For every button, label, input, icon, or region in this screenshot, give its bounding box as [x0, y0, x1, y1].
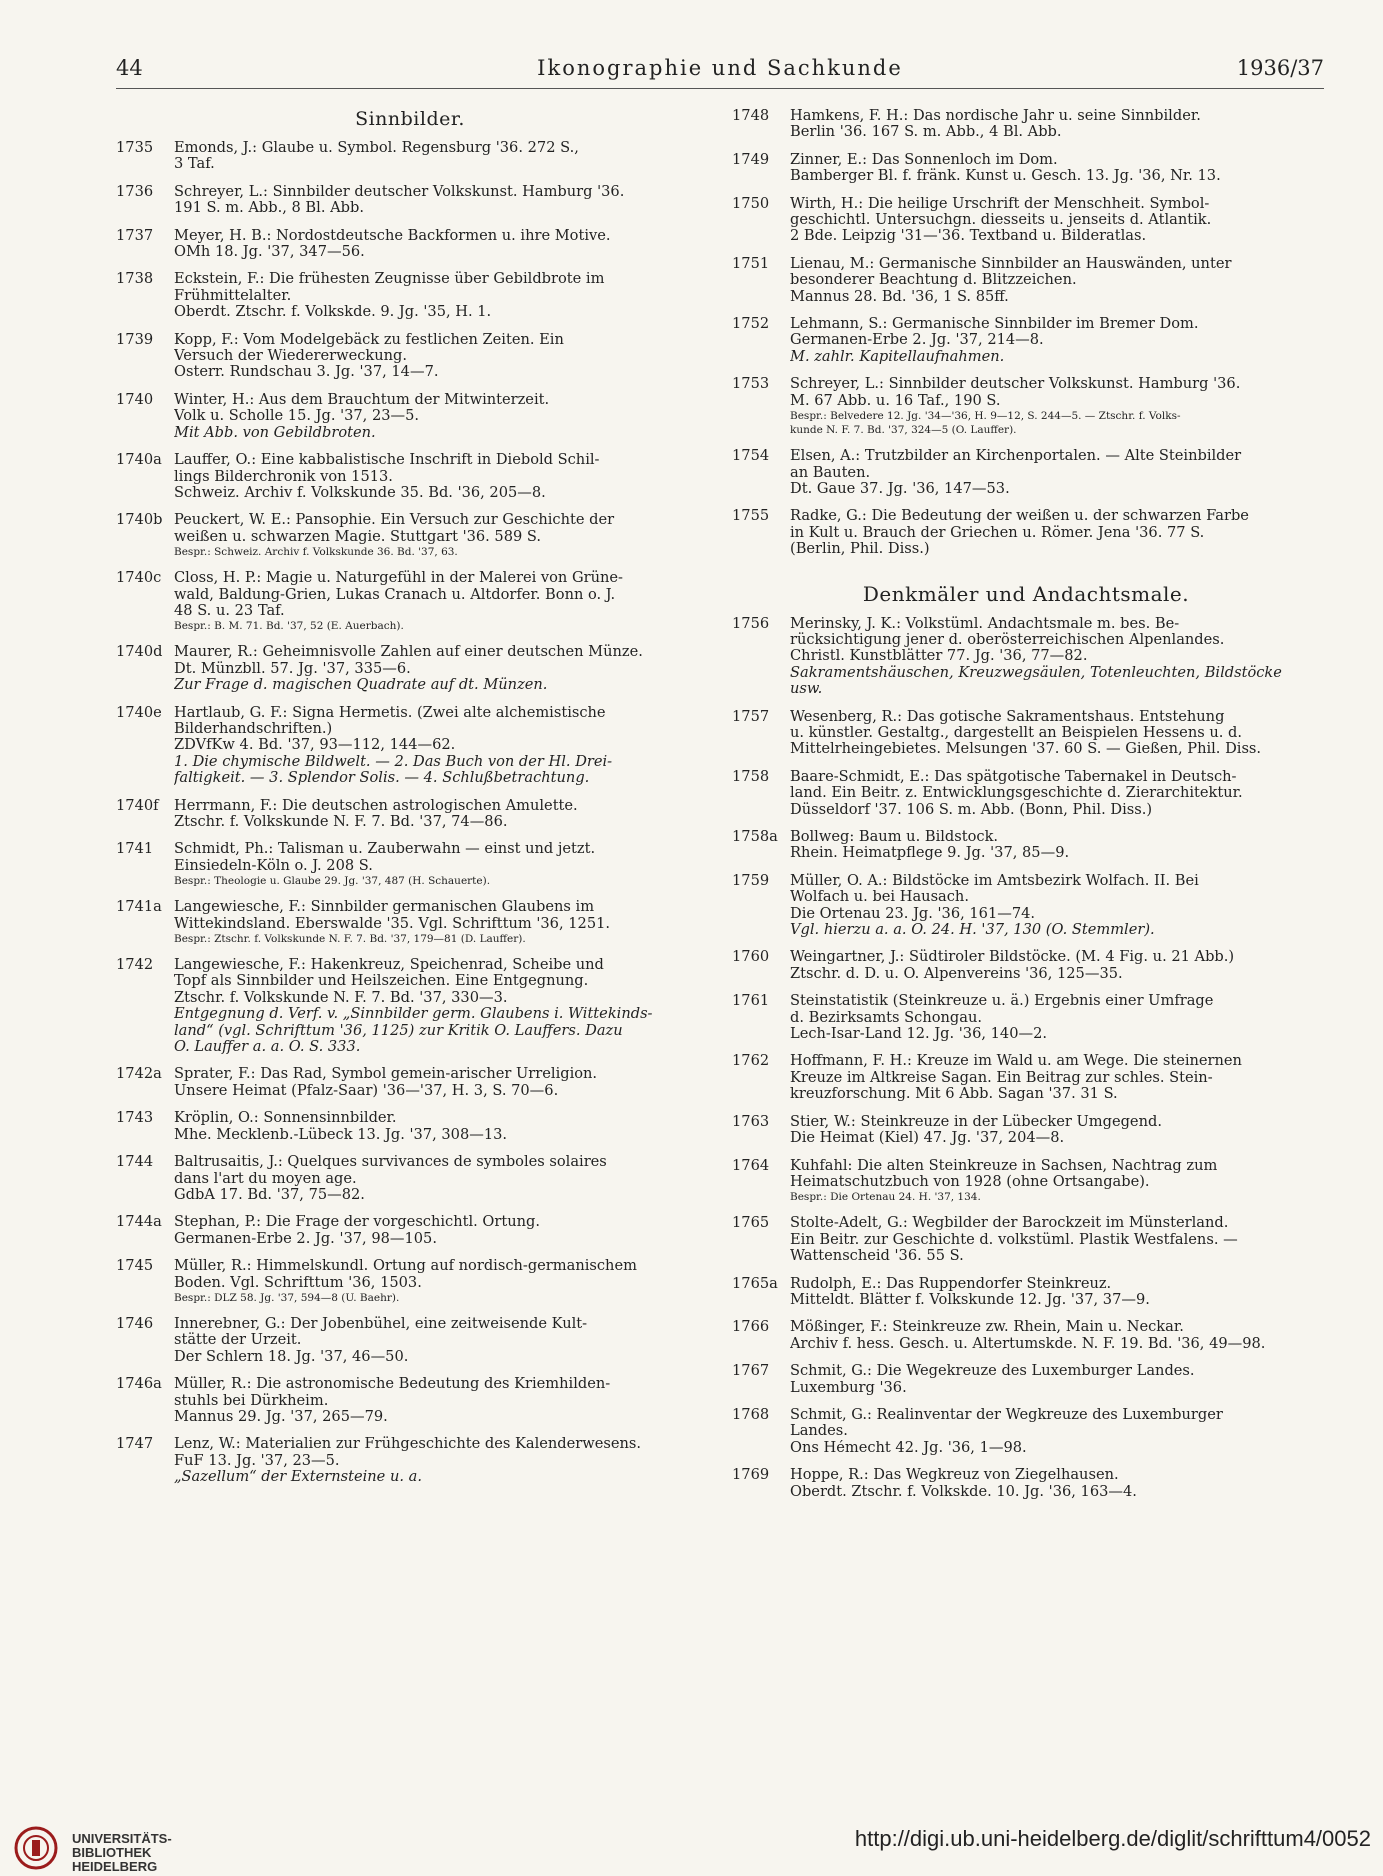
- entry-text-line: Berlin '36. 167 S. m. Abb., 4 Bl. Abb.: [790, 124, 1062, 141]
- bibliography-entry: [732, 1053, 1320, 1102]
- entry-review-note: Bespr.: Ztschr. f. Volkskunde N. F. 7. Bd. '37, 179—81 (D. Lauffer).: [174, 933, 526, 946]
- entry-text-line: Mannus 29. Jg. '37, 265—79.: [174, 1408, 388, 1425]
- entry-number: 1761: [732, 992, 770, 1010]
- entry-number: 1746a: [116, 1375, 162, 1393]
- entry-text-line: Kreuze im Altkreise Sagan. Ein Beitrag zur schles. Stein-: [790, 1069, 1213, 1086]
- entry-number: 1740e: [116, 703, 162, 721]
- entry-text-line: Mittelrheingebietes. Melsungen '37. 60 S. — Gießen, Phil. Diss.: [790, 741, 1262, 758]
- entry-text-line: weißen u. schwarzen Magie. Stuttgart '36. 589 S.: [174, 528, 542, 545]
- entry-text-line: Topf als Sinnbilder und Heilszeichen. Eine Entgegnung.: [174, 973, 589, 990]
- entry-text-line: FuF 13. Jg. '37, 23—5.: [174, 1452, 340, 1469]
- entry-text-line: Schweiz. Archiv f. Volkskunde 35. Bd. '36, 205—8.: [174, 484, 546, 501]
- entry-annotation: Entgegnung d. Verf. v. „Sinnbilder germ. Glaubens i. Wittekinds-: [174, 1006, 653, 1023]
- entry-number: 1741: [116, 840, 154, 858]
- bibliography-entry: [732, 873, 1320, 939]
- entry-text-line: Baare-Schmidt, E.: Das spätgotische Tabernakel in Deutsch-: [790, 768, 1237, 785]
- bibliography-entry: [116, 841, 704, 888]
- bibliography-entry: [732, 993, 1320, 1042]
- bibliography-entry: [732, 376, 1320, 437]
- bibliography-entry: [116, 332, 704, 381]
- entry-text-line: Schmit, G.: Die Wegekreuze des Luxemburger Landes.: [790, 1363, 1195, 1380]
- entry-number: 1751: [732, 254, 770, 272]
- running-year: 1936/37: [1236, 56, 1324, 80]
- entry-number: 1754: [732, 447, 770, 465]
- entry-text-line: lings Bilderchronik von 1513.: [174, 468, 393, 485]
- entry-number: 1766: [732, 1318, 770, 1336]
- page-number: 44: [116, 56, 143, 80]
- header-rule: [116, 88, 1324, 89]
- entry-text-line: Lienau, M.: Germanische Sinnbilder an Hauswänden, unter: [790, 255, 1232, 272]
- entry-list-right-top: [732, 108, 1320, 558]
- entry-text-line: 191 S. m. Abb., 8 Bl. Abb.: [174, 200, 364, 217]
- entry-text-line: Heimatschutzbuch von 1928 (ohne Ortsangabe).: [790, 1173, 1150, 1190]
- entry-number: 1743: [116, 1109, 154, 1127]
- entry-text-line: Oberdt. Ztschr. f. Volkskde. 9. Jg. '35, H. 1.: [174, 304, 492, 321]
- entry-number: 1753: [732, 375, 770, 393]
- entry-text-line: Stolte-Adelt, G.: Wegbilder der Barockzeit im Münsterland.: [790, 1215, 1229, 1232]
- entry-text-line: Mhe. Mecklenb.-Lübeck 13. Jg. '37, 308—13.: [174, 1126, 508, 1143]
- digitization-url-link[interactable]: http://digi.ub.uni-heidelberg.de/diglit/schrifttum4/0052: [854, 1826, 1371, 1851]
- entry-number: 1739: [116, 330, 154, 348]
- entry-text-line: stätte der Urzeit.: [174, 1332, 302, 1349]
- bibliography-entry: [732, 1114, 1320, 1147]
- page-footer: [0, 1818, 1383, 1876]
- library-name-line-1: UNIVERSITÄTS-: [72, 1831, 172, 1846]
- entry-text-line: Germanen-Erbe 2. Jg. '37, 98—105.: [174, 1230, 437, 1247]
- entry-list-left: [116, 140, 704, 1486]
- bibliography-entry: [732, 709, 1320, 758]
- entry-text-line: Weingartner, J.: Südtiroler Bildstöcke. (M. 4 Fig. u. 21 Abb.): [790, 949, 1235, 966]
- entry-text-line: Langewiesche, F.: Hakenkreuz, Speichenrad, Scheibe und: [174, 957, 604, 974]
- entry-number: 1740d: [116, 643, 163, 661]
- entry-number: 1764: [732, 1156, 770, 1174]
- entry-number: 1755: [732, 507, 770, 525]
- entry-number: 1735: [116, 139, 154, 156]
- entry-text-line: Ztschr. f. Volkskunde N. F. 7. Bd. '37, 74—86.: [174, 814, 508, 830]
- entry-text-line: GdbA 17. Bd. '37, 75—82.: [174, 1186, 365, 1203]
- entry-number: 1737: [116, 226, 154, 244]
- entry-text-line: Schreyer, L.: Sinnbilder deutscher Volkskunst. Hamburg '36.: [174, 183, 625, 200]
- entry-number: 1740a: [116, 451, 162, 469]
- entry-text-line: Radke, G.: Die Bedeutung der weißen u. der schwarzen Farbe: [790, 508, 1249, 525]
- entry-text-line: Ons Hémecht 42. Jg. '36, 1—98.: [790, 1439, 1027, 1456]
- entry-number: 1745: [116, 1257, 154, 1275]
- entry-text-line: Schreyer, L.: Sinnbilder deutscher Volkskunst. Hamburg '36.: [790, 376, 1241, 393]
- entry-review-note: kunde N. F. 7. Bd. '37, 324—5 (O. Lauffer).: [790, 424, 1017, 437]
- entry-text-line: rücksichtigung jener d. oberösterreichischen Alpenlandes.: [790, 631, 1225, 648]
- entry-text-line: Lenz, W.: Materialien zur Frühgeschichte des Kalenderwesens.: [174, 1436, 642, 1453]
- entry-text-line: 2 Bde. Leipzig '31—'36. Textband u. Bilderatlas.: [790, 228, 1147, 245]
- bibliography-entry: [116, 644, 704, 693]
- entry-number: 1762: [732, 1052, 770, 1070]
- entry-text-line: besonderer Beachtung d. Blitzzeichen.: [790, 272, 1077, 289]
- entry-annotation: faltigkeit. — 3. Splendor Solis. — 4. Schlußbetrachtung.: [174, 770, 590, 787]
- entry-text-line: Stephan, P.: Die Frage der vorgeschichtl. Ortung.: [174, 1214, 541, 1231]
- bibliography-entry: [732, 1363, 1320, 1396]
- entry-number: 1767: [732, 1362, 770, 1380]
- entry-text-line: Bamberger Bl. f. fränk. Kunst u. Gesch. 13. Jg. '36, Nr. 13.: [790, 168, 1221, 185]
- entry-number: 1763: [732, 1112, 770, 1130]
- entry-text-line: Winter, H.: Aus dem Brauchtum der Mitwinterzeit.: [174, 391, 550, 408]
- bibliography-entry: [116, 271, 704, 320]
- entry-text-line: OMh 18. Jg. '37, 347—56.: [174, 244, 365, 261]
- entry-text-line: Eckstein, F.: Die frühesten Zeugnisse über Gebildbrote im: [174, 271, 605, 288]
- bibliography-entry: [732, 152, 1320, 185]
- entry-text-line: Archiv f. hess. Gesch. u. Altertumskde. N. F. 19. Bd. '36, 49—98.: [790, 1335, 1266, 1352]
- entry-number: 1740b: [116, 511, 163, 529]
- entry-number: 1757: [732, 707, 770, 725]
- entry-annotation: Sakramentshäuschen, Kreuzwegsäulen, Totenleuchten, Bildstöcke: [790, 664, 1282, 681]
- library-name-line-2: BIBLIOTHEK: [72, 1845, 152, 1860]
- bibliography-entry: [732, 316, 1320, 365]
- bibliography-entry: [116, 570, 704, 633]
- bibliography-entry: [116, 1258, 704, 1305]
- bibliography-entry: [116, 1066, 704, 1099]
- entry-text-line: Die Heimat (Kiel) 47. Jg. '37, 204—8.: [790, 1130, 1065, 1147]
- entry-number: 1750: [732, 194, 770, 212]
- entry-annotation: 1. Die chymische Bildwelt. — 2. Das Buch von der Hl. Drei-: [174, 753, 613, 770]
- entry-number: 1748: [732, 107, 770, 124]
- entry-text-line: Kopp, F.: Vom Modelgebäck zu festlichen Zeiten. Ein: [174, 331, 564, 348]
- left-column: [116, 108, 704, 1497]
- entry-review-note: Bespr.: Theologie u. Glaube 29. Jg. '37, 487 (H. Schauerte).: [174, 875, 491, 888]
- bibliography-entry: [732, 1215, 1320, 1264]
- entry-text-line: Maurer, R.: Geheimnisvolle Zahlen auf einer deutschen Münze.: [174, 644, 643, 661]
- entry-text-line: 48 S. u. 23 Taf.: [174, 602, 285, 619]
- entry-text-line: Schmit, G.: Realinventar der Wegkreuze des Luxemburger: [790, 1406, 1223, 1423]
- entry-annotation: usw.: [790, 681, 823, 698]
- section-title-sinnbilder: Sinnbilder.: [355, 108, 465, 130]
- entry-text-line: Langewiesche, F.: Sinnbilder germanischen Glaubens im: [174, 899, 595, 916]
- entry-text-line: Kuhfahl: Die alten Steinkreuze in Sachsen, Nachtrag zum: [790, 1157, 1218, 1174]
- entry-number: 1758: [732, 767, 770, 785]
- library-name-line-3: HEIDELBERG: [72, 1859, 158, 1874]
- bibliography-entry: [116, 1436, 704, 1485]
- entry-number: 1749: [732, 150, 770, 168]
- entry-text-line: Hoppe, R.: Das Wegkreuz von Ziegelhausen.: [790, 1467, 1119, 1484]
- entry-text-line: Boden. Vgl. Schrifttum '36, 1503.: [174, 1274, 422, 1291]
- bibliography-entry: [116, 452, 704, 501]
- entry-text-line: Luxemburg '36.: [790, 1379, 907, 1396]
- bibliography-entry: [116, 1316, 704, 1365]
- entry-text-line: Düsseldorf '37. 106 S. m. Abb. (Bonn, Phil. Diss.): [790, 801, 1153, 818]
- bibliography-entry: [732, 1407, 1320, 1456]
- section-title-denkmaeler: Denkmäler und Andachtsmale.: [862, 581, 1190, 606]
- entry-text-line: Dt. Münzbll. 57. Jg. '37, 335—6.: [174, 660, 411, 677]
- entry-number: 1744a: [116, 1213, 162, 1231]
- bibliography-entry: [116, 140, 704, 173]
- entry-text-line: Österr. Rundschau 3. Jg. '37, 14—7.: [174, 364, 439, 381]
- entry-text-line: ZDVfKw 4. Bd. '37, 93—112, 144—62.: [174, 737, 456, 754]
- entry-text-line: Lech-Isar-Land 12. Jg. '36, 140—2.: [790, 1026, 1048, 1043]
- entry-text-line: Stier, W.: Steinkreuze in der Lübecker Umgegend.: [790, 1113, 1162, 1130]
- entry-text-line: Der Schlern 18. Jg. '37, 46—50.: [174, 1348, 409, 1365]
- entry-text-line: Unsere Heimat (Pfalz-Saar) '36—'37, H. 3, S. 70—6.: [174, 1082, 559, 1099]
- bibliography-entry: [732, 508, 1320, 557]
- bibliography-entry: [732, 769, 1320, 818]
- entry-text-line: Einsiedeln-Köln o. J. 208 S.: [174, 857, 373, 874]
- entry-list-right-bottom: [732, 616, 1320, 1500]
- right-column: [732, 108, 1320, 1511]
- entry-text-line: Zinner, E.: Das Sonnenloch im Dom.: [790, 151, 1058, 168]
- entry-text-line: Wesenberg, R.: Das gotische Sakramentshaus. Entstehung: [790, 708, 1225, 725]
- entry-text-line: Müller, R.: Die astronomische Bedeutung des Kriemhilden-: [174, 1376, 611, 1393]
- entry-review-note: Bespr.: DLZ 58. Jg. '37, 594—8 (U. Baehr).: [174, 1291, 400, 1304]
- entry-text-line: Herrmann, F.: Die deutschen astrologischen Amulette.: [174, 797, 578, 814]
- entry-number: 1765a: [732, 1274, 778, 1292]
- entry-review-note: Bespr.: Die Ortenau 24. H. '37, 134.: [790, 1191, 981, 1204]
- entry-text-line: 3 Taf.: [174, 156, 215, 173]
- bibliography-entry: [116, 798, 704, 831]
- entry-text-line: Emonds, J.: Glaube u. Symbol. Regensburg '36. 272 S.,: [174, 140, 579, 156]
- entry-text-line: Landes.: [790, 1423, 848, 1440]
- entry-number: 1765: [732, 1214, 770, 1232]
- bibliography-entry: [116, 705, 704, 787]
- bibliography-entry: [732, 949, 1320, 982]
- entry-annotation: O. Lauffer a. a. O. S. 333.: [174, 1039, 361, 1056]
- entry-text-line: kreuzforschung. Mit 6 Abb. Sagan '37. 31 S.: [790, 1086, 1118, 1103]
- entry-text-line: Wirth, H.: Die heilige Urschrift der Menschheit. Symbol-: [790, 195, 1210, 212]
- entry-annotation: Vgl. hierzu a. a. O. 24. H. '37, 130 (O. Stemmler).: [790, 922, 1155, 939]
- entry-text-line: land. Ein Beitr. z. Entwicklungsgeschichte d. Zierarchitektur.: [790, 785, 1243, 802]
- entry-text-line: Volk u. Scholle 15. Jg. '37, 23—5.: [174, 408, 420, 425]
- bibliography-entry: [732, 1276, 1320, 1309]
- entry-number: 1768: [732, 1405, 770, 1423]
- entry-text-line: Closs, H. P.: Magie u. Naturgefühl in der Malerei von Grüne-: [174, 570, 623, 587]
- entry-text-line: Mannus 28. Bd. '36, 1 S. 85ff.: [790, 288, 1009, 305]
- entry-text-line: Innerebner, G.: Der Jobenbühel, eine zeitweisende Kult-: [174, 1315, 588, 1332]
- entry-number: 1740: [116, 390, 154, 408]
- entry-text-line: d. Bezirksamts Schongau.: [790, 1009, 983, 1026]
- entry-text-line: M. 67 Abb. u. 16 Taf., 190 S.: [790, 392, 1001, 409]
- bibliography-entry: [732, 1158, 1320, 1205]
- entry-text-line: Oberdt. Ztschr. f. Volkskde. 10. Jg. '36, 163—4.: [790, 1483, 1137, 1500]
- running-title: Ikonographie und Sachkunde: [537, 56, 903, 80]
- entry-text-line: Müller, O. A.: Bildstöcke im Amtsbezirk Wolfach. II. Bei: [790, 872, 1199, 889]
- entry-text-line: Baltrusaitis, J.: Quelques survivances de symboles solaires: [174, 1154, 607, 1171]
- entry-text-line: wald, Baldung-Grien, Lukas Cranach u. Altdorfer. Bonn o. J.: [174, 586, 616, 603]
- entry-text-line: Bilderhandschriften.): [174, 720, 333, 737]
- entry-text-line: Ztschr. d. D. u. Ö. Alpenvereins '36, 125—35.: [790, 965, 1123, 982]
- entry-text-line: Hartlaub, G. F.: Signa Hermetis. (Zwei alte alchemistische: [174, 704, 606, 721]
- entry-text-line: Peuckert, W. E.: Pansophie. Ein Versuch zur Geschichte der: [174, 512, 615, 529]
- entry-number: 1769: [732, 1466, 770, 1484]
- entry-number: 1738: [116, 270, 154, 288]
- entry-text-line: Rudolph, E.: Das Ruppendorfer Steinkreuz.: [790, 1275, 1112, 1292]
- entry-text-line: Schmidt, Ph.: Talisman u. Zauberwahn — einst und jetzt.: [174, 841, 596, 858]
- bibliography-entry: [732, 108, 1320, 141]
- entry-text-line: Hamkens, F. H.: Das nordische Jahr u. seine Sinnbilder.: [790, 108, 1201, 124]
- entry-number: 1742: [116, 956, 154, 974]
- entry-review-note: Bespr.: Belvedere 12. Jg. '34—'36, H. 9—12, S. 244—5. — Ztschr. f. Volks-: [790, 410, 1181, 423]
- entry-text-line: Meyer, H. B.: Nordostdeutsche Backformen u. ihre Motive.: [174, 227, 611, 244]
- library-seal-icon: [14, 1826, 58, 1870]
- bibliography-entry: [732, 196, 1320, 245]
- entry-number: 1747: [116, 1435, 154, 1453]
- entry-review-note: Bespr.: B. M. 71. Bd. '37, 52 (E. Auerbach).: [174, 620, 404, 633]
- entry-text-line: Wolfach u. bei Hausach.: [790, 889, 969, 906]
- bibliography-entry: [116, 899, 704, 946]
- entry-annotation: Mit Abb. von Gebildbroten.: [174, 424, 376, 441]
- entry-text-line: Dt. Gaue 37. Jg. '36, 147—53.: [790, 480, 1010, 497]
- entry-text-line: Sprater, F.: Das Rad, Symbol gemein-arischer Urreligion.: [174, 1066, 598, 1083]
- entry-text-line: Mößinger, F.: Steinkreuze zw. Rhein, Main u. Neckar.: [790, 1319, 1184, 1336]
- bibliography-entry: [116, 184, 704, 217]
- bibliography-entry: [116, 1154, 704, 1203]
- entry-text-line: stuhls bei Dürkheim.: [174, 1392, 329, 1409]
- entry-text-line: Müller, R.: Himmelskundl. Ortung auf nordisch-germanischem: [174, 1258, 637, 1275]
- entry-text-line: Ein Beitr. zur Geschichte d. volkstüml. Plastik Westfalens. —: [790, 1231, 1238, 1248]
- entry-number: 1756: [732, 614, 770, 632]
- entry-text-line: geschichtl. Untersuchgn. diesseits u. jenseits d. Atlantik.: [790, 212, 1212, 229]
- entry-text-line: Ztschr. f. Volkskunde N. F. 7. Bd. '37, 330—3.: [174, 989, 508, 1006]
- entry-number: 1740f: [116, 796, 159, 814]
- entry-text-line: u. künstler. Gestaltg., dargestellt an Beispielen Hessens u. d.: [790, 724, 1242, 741]
- entry-annotation: land“ (vgl. Schrifttum '36, 1125) zur Kritik O. Lauffers. Dazu: [174, 1022, 623, 1039]
- entry-number: 1736: [116, 182, 154, 200]
- entry-number: 1760: [732, 948, 770, 966]
- entry-number: 1742a: [116, 1065, 162, 1083]
- entry-number: 1758a: [732, 828, 778, 845]
- entry-text-line: in Kult u. Brauch der Griechen u. Römer. Jena '36. 77 S.: [790, 524, 1205, 541]
- entry-text-line: Wattenscheid '36. 55 S.: [790, 1248, 964, 1265]
- entry-text-line: Kröplin, O.: Sonnensinnbilder.: [174, 1110, 397, 1127]
- entry-text-line: Lauffer, O.: Eine kabbalistische Inschrift in Diebold Schil-: [174, 452, 600, 469]
- bibliography-entry: [732, 256, 1320, 305]
- bibliography-entry: [116, 957, 704, 1055]
- entry-text-line: an Bauten.: [790, 464, 871, 481]
- entry-annotation: Zur Frage d. magischen Quadrate auf dt. Münzen.: [174, 677, 548, 694]
- entry-text-line: Frühmittelalter.: [174, 287, 292, 304]
- entry-text-line: Wittekindsland. Eberswalde '35. Vgl. Schrifttum '36, 1251.: [174, 915, 611, 932]
- bibliography-entry: [732, 829, 1320, 862]
- entry-annotation: M. zahlr. Kapitellaufnahmen.: [790, 348, 1005, 365]
- entry-number: 1752: [732, 315, 770, 333]
- entry-number: 1746: [116, 1314, 154, 1332]
- entry-text-line: (Berlin, Phil. Diss.): [790, 541, 930, 558]
- entry-number: 1744: [116, 1153, 154, 1171]
- entry-number: 1740c: [116, 569, 162, 587]
- entry-text-line: dans l'art du moyen age.: [174, 1170, 357, 1187]
- entry-text-line: Merinsky, J. K.: Volkstüml. Andachtsmale m. bes. Be-: [790, 615, 1180, 632]
- bibliography-entry: [116, 228, 704, 261]
- entry-text-line: Die Ortenau 23. Jg. '36, 161—74.: [790, 905, 1036, 922]
- bibliography-entry: [116, 512, 704, 559]
- bibliography-entry: [116, 1376, 704, 1425]
- entry-annotation: „Sazellum“ der Externsteine u. a.: [174, 1469, 422, 1486]
- entry-text-line: Germanen-Erbe 2. Jg. '37, 214—8.: [790, 332, 1044, 349]
- bibliography-entry: [116, 392, 704, 441]
- bibliography-entry: [732, 616, 1320, 698]
- bibliography-entry: [732, 448, 1320, 497]
- bibliography-entry: [116, 1214, 704, 1247]
- bibliography-entry: [116, 1110, 704, 1143]
- entry-text-line: Elsen, A.: Trutzbilder an Kirchenportalen. — Alte Steinbilder: [790, 448, 1242, 465]
- entry-text-line: Mitteldt. Blätter f. Volkskunde 12. Jg. '37, 37—9.: [790, 1291, 1150, 1308]
- library-name: [72, 1832, 172, 1874]
- entry-text-line: Steinstatistik (Steinkreuze u. ä.) Ergebnis einer Umfrage: [790, 993, 1214, 1010]
- entry-text-line: Hoffmann, F. H.: Kreuze im Wald u. am Wege. Die steinernen: [790, 1053, 1242, 1070]
- page-header: [116, 56, 1324, 90]
- entry-text-line: Versuch der Wiedererweckung.: [174, 348, 408, 365]
- entry-text-line: Christl. Kunstblätter 77. Jg. '36, 77—82.: [790, 648, 1088, 665]
- entry-number: 1759: [732, 871, 770, 889]
- entry-text-line: Lehmann, S.: Germanische Sinnbilder im Bremer Dom.: [790, 316, 1199, 333]
- entry-text-line: Bollweg: Baum u. Bildstock.: [790, 829, 999, 845]
- entry-review-note: Bespr.: Schweiz. Archiv f. Volkskunde 36. Bd. '37, 63.: [174, 546, 458, 559]
- bibliography-entry: [732, 1319, 1320, 1352]
- entry-number: 1741a: [116, 898, 162, 916]
- bibliography-entry: [732, 1467, 1320, 1500]
- entry-text-line: Rhein. Heimatpflege 9. Jg. '37, 85—9.: [790, 845, 1070, 862]
